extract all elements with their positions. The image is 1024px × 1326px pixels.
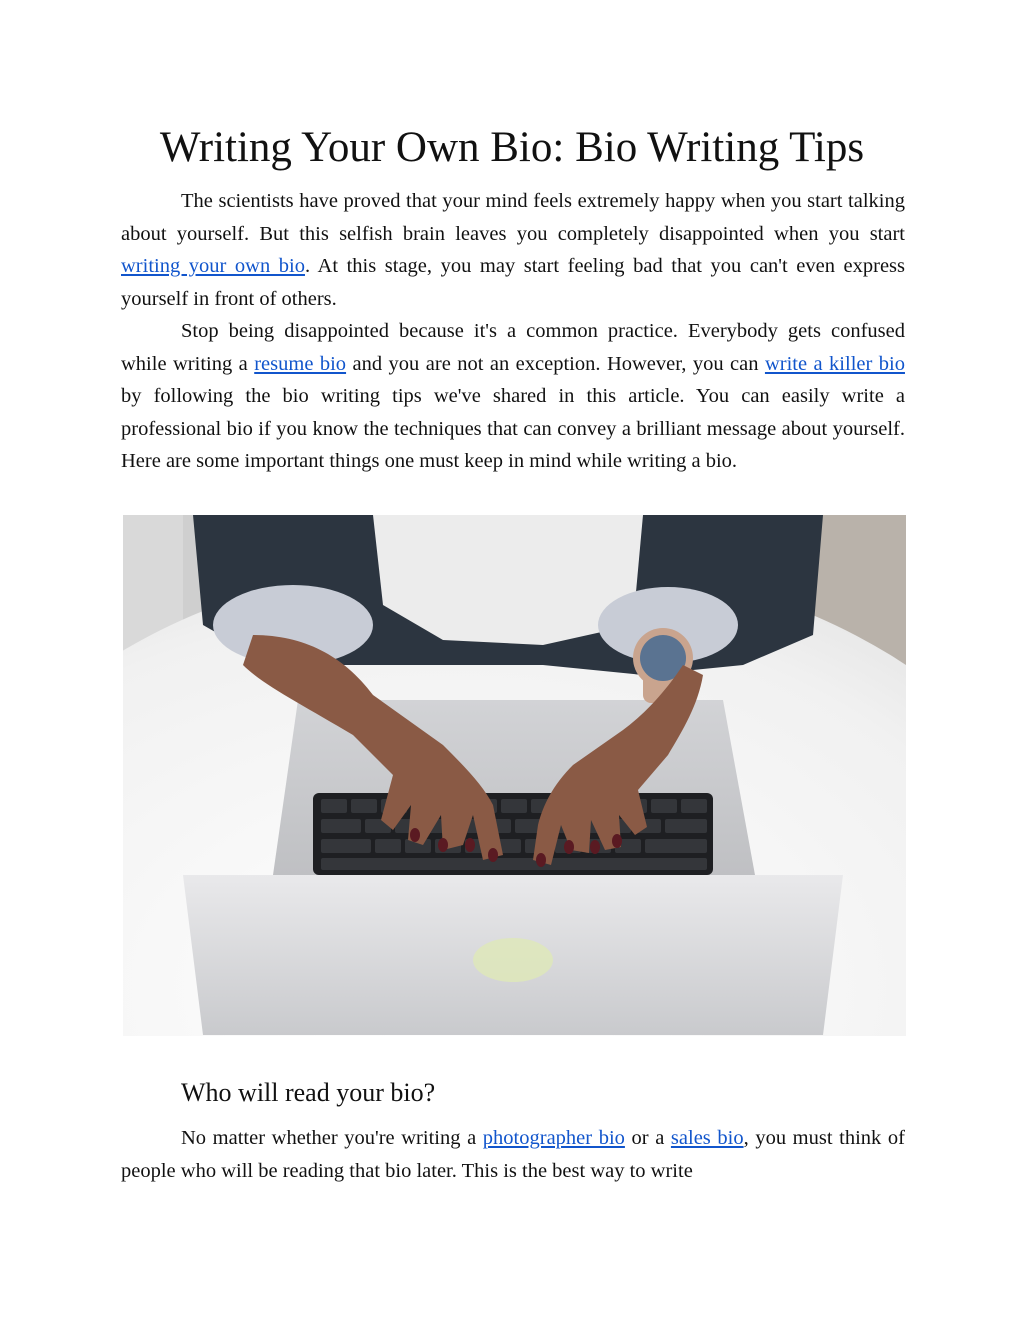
laptop-typing-photo (123, 515, 906, 1036)
third-paragraph (121, 1122, 905, 1187)
page-title: Writing Your Own Bio: Bio Writing Tips (159, 124, 865, 171)
text-run: The scientists have proved that your mind feels extremely happy when you start talking about yourself. But this selfish brain leaves you completely disappointed when you start (121, 190, 905, 245)
photographer-bio-link[interactable]: photographer bio (482, 1127, 625, 1149)
text-run: or a (624, 1127, 671, 1149)
write-a-killer-bio-link[interactable]: write a killer bio (764, 352, 905, 375)
text-run: , you must think of people who will be reading that bio later. This is the best way to write (121, 1127, 905, 1182)
text-run: . At this stage, you may start feeling bad that you can't even express yourself in front of others. (121, 255, 906, 310)
text-run: by following the bio writing tips we've shared in this article. You can easily write a professional bio if you know the techniques that can convey a brilliant message about yourself. Here are some important things one must keep in mind while writing a bio. (121, 385, 905, 473)
intro-paragraph (121, 185, 905, 315)
photo-illustration (123, 515, 906, 1036)
second-paragraph (121, 315, 905, 478)
writing-your-own-bio-link[interactable]: writing your own bio (121, 255, 305, 278)
resume-bio-link[interactable]: resume bio (254, 352, 347, 375)
sales-bio-link[interactable]: sales bio (670, 1127, 744, 1149)
section-heading: Who will read your bio? (181, 1078, 436, 1107)
text-run: Stop being disappointed because it's a common practice. Everybody gets confused while writing a (121, 320, 905, 375)
text-run: No matter whether you're writing a (181, 1127, 483, 1149)
text-run: and you are not an exception. However, you can (346, 352, 765, 375)
